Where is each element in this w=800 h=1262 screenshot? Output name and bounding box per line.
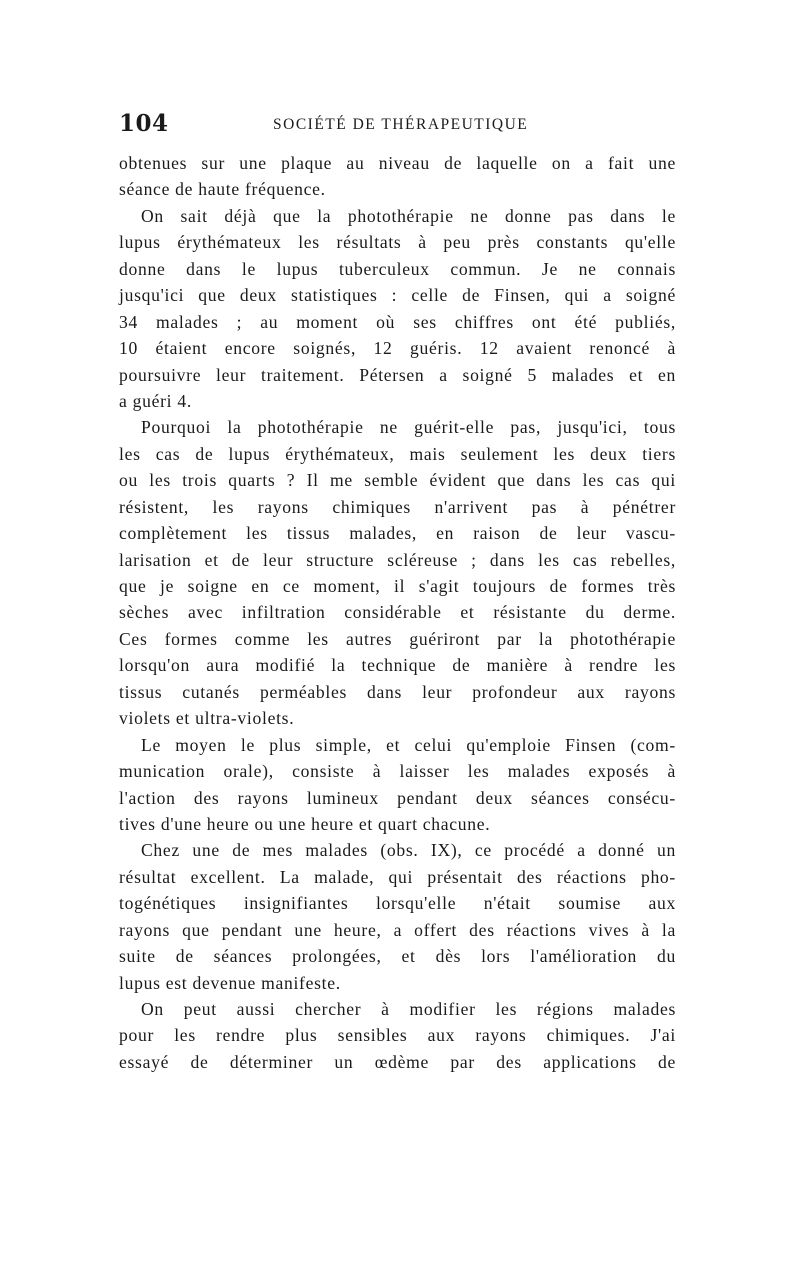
text-line: 34 malades ; au moment où ses chiffres ont été publiés, (119, 311, 676, 332)
text-line: violets et ultra-violets. (119, 708, 295, 729)
text-line: rayons que pendant une heure, a offert des réactions vives à la (119, 919, 676, 940)
text-line: tissus cutanés perméables dans leur profondeur aux rayons (119, 681, 676, 702)
text-line: lupus est devenue manifeste. (119, 972, 341, 993)
text-line: sèches avec infiltration considérable et résistante du derme. (119, 602, 676, 623)
page-number: 104 (119, 110, 169, 137)
text-line: poursuivre leur traitement. Pétersen a soigné 5 malades et en (119, 364, 676, 385)
text-line: larisation et de leur structure scléreuse ; dans les cas rebelles, (119, 549, 676, 570)
running-head (119, 110, 676, 146)
text-line: a guéri 4. (119, 390, 192, 411)
text-line: 10 étaient encore soignés, 12 guéris. 12 avaient renoncé à (119, 338, 676, 359)
text-line: tives d'une heure ou une heure et quart chacune. (119, 813, 491, 834)
text-line: donne dans le lupus tuberculeux commun. Je ne connais (119, 258, 676, 279)
text-line: munication orale), consiste à laisser les malades exposés à (119, 761, 676, 782)
text-line: pour les rendre plus sensibles aux rayons chimiques. J'ai (119, 1025, 676, 1046)
text-line: togénétiques insignifiantes lorsqu'elle n'était soumise aux (119, 893, 676, 914)
text-line: Ces formes comme les autres guériront par la photothérapie (119, 628, 676, 649)
text-line: Le moyen le plus simple, et celui qu'emploie Finsen (com- (141, 734, 676, 755)
text-line: On peut aussi chercher à modifier les régions malades (141, 999, 676, 1019)
text-line: obtenues sur une plaque au niveau de laquelle on a fait une (119, 153, 676, 173)
text-line: que je soigne en ce moment, il s'agit toujours de formes très (119, 576, 676, 596)
text-line: On sait déjà que la photothérapie ne donne pas dans le (141, 205, 676, 226)
text-line: complètement les tissus malades, en raison de leur vascu- (119, 523, 676, 544)
text-line: ou les trois quarts ? Il me semble évident que dans les cas qui (119, 470, 676, 491)
text-line: séance de haute fréquence. (119, 179, 326, 200)
text-line: lupus érythémateux les résultats à peu près constants qu'elle (119, 232, 676, 253)
text-line: Chez une de mes malades (obs. IX), ce procédé a donné un (141, 840, 676, 861)
text-line: Pourquoi la photothérapie ne guérit-elle pas, jusqu'ici, tous (141, 417, 676, 438)
text-line: suite de séances prolongées, et dès lors l'amélioration du (119, 946, 676, 967)
body-text (119, 150, 676, 1075)
journal-title: SOCIÉTÉ DE THÉRAPEUTIQUE (273, 116, 529, 133)
text-line: lorsqu'on aura modifié la technique de manière à rendre les (119, 655, 676, 676)
text-line: les cas de lupus érythémateux, mais seulement les deux tiers (119, 443, 676, 464)
text-line: l'action des rayons lumineux pendant deux séances consécu- (119, 787, 676, 808)
text-line: résultat excellent. La malade, qui présentait des réactions pho- (119, 866, 676, 887)
text-line: résistent, les rayons chimiques n'arrivent pas à pénétrer (119, 496, 676, 517)
text-line: jusqu'ici que deux statistiques : celle de Finsen, qui a soigné (119, 285, 676, 306)
text-line: essayé de déterminer un œdème par des applications de (119, 1051, 676, 1072)
